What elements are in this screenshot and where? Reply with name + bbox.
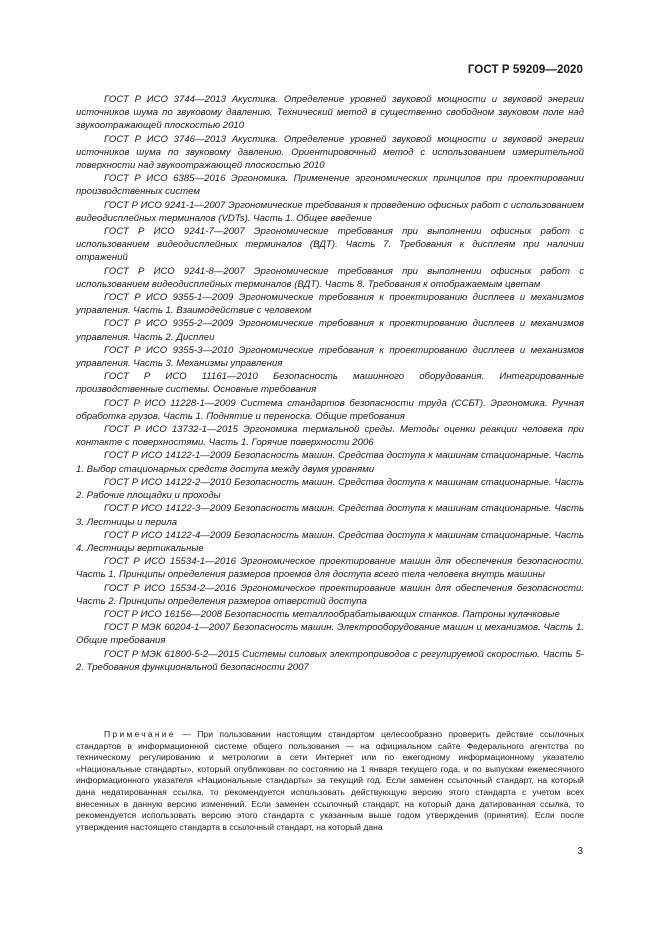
reference-item: ГОСТ Р ИСО 15534-2—2016 Эргономическое проектирование машин для обеспечения безопасности. Часть 2. Принципы определения размеров отверстий доступа xyxy=(76,582,584,607)
note-paragraph xyxy=(76,729,584,833)
reference-item: ГОСТ Р ИСО 3746—2013 Акустика. Определение уровней звуковой мощности и звуковой энергии источников шума по звуковому давлению. Ориентировочный метод с использованием измерительной поверхности над звукоотражающей плоскостью 2010 xyxy=(76,133,584,172)
reference-item: ГОСТ Р ИСО 3744—2013 Акустика. Определение уровней звуковой мощности и звуковой энергии источников шума по звуковому давлению. Технический метод в существенно свободном звуковом поле над звукоотражающей плоскостью 2010 xyxy=(76,94,584,132)
reference-item: ГОСТ Р МЭК 61800-5-2—2015 Системы силовых электроприводов с регулируемой скоростью. Часть 5-2. Требования функциональной безопасности 2007 xyxy=(76,648,584,673)
reference-item: ГОСТ Р ИСО 9355-3—2010 Эргономические требования к проектированию дисплеев и механизмов управления. Часть 3. Механизмы управления xyxy=(76,344,584,370)
reference-item: ГОСТ Р МЭК 60204-1—2007 Безопасность машин. Электрооборудование машин и механизмов. Часть 1. Общие требования xyxy=(76,622,584,647)
reference-item: ГОСТ Р ИСО 11161—2010 Безопасность машинного оборудования. Интегрированные производственные системы. Основные требования xyxy=(76,371,584,396)
page-number: 3 xyxy=(577,846,583,857)
reference-item: ГОСТ Р ИСО 15534-1—2016 Эргономическое проектирование машин для обеспечения безопасности. Часть 1. Принципы определения размеров проемов для доступа всего тела человека внутрь машины xyxy=(76,556,584,581)
note-label: Примечание xyxy=(104,729,176,739)
reference-item: ГОСТ Р ИСО 13732-1—2015 Эргономика термальной среды. Методы оценки реакции человека при контакте с поверхностями. Часть 1. Горячие поверхности 2006 xyxy=(76,424,584,449)
reference-item: ГОСТ Р ИСО 9241-7—2007 Эргономические требования при выполнении офисных работ с использованием видеодисплейных терминалов (ВДТ). Часть 7. Требования к дисплеям при наличии отражений xyxy=(76,226,584,264)
reference-item: ГОСТ Р ИСО 9241-1—2007 Эргономические требования к проведению офисных работ с использованием видеодисплейных терминалов (VDTs). Часть 1. Общее введение xyxy=(76,199,584,224)
reference-item: ГОСТ Р ИСО 6385—2016 Эргономика. Применение эргономических принципов при проектировании производственных систем xyxy=(76,173,584,198)
note-text: — При пользовании настоящим стандартом целесообразно проверить действие ссылочных стандартов в информационной системе общего пользования — на официальном сайте Федерального агентства по техническому регулированию и метрологии в сети Интернет или по ежегодному информационному указателю «Национальные стандарты», который опубликован по состоянию на 1 января текущего года, и по выпускам ежемесячного информационного указателя «Национальные стандарты» за текущий год. Если заменен ссылочный стандарт, на который дана недатированная ссылка, то рекомендуется использовать действующую версию этого стандарта с учетом всех внесенных в данную версию изменений. Если заменен ссылочный стандарт, на который дана датированная ссылка, то рекомендуется использовать версию этого стандарта с указанным выше годом утверждения (принятия). Если после утверждения настоящего стандарта в ссылочный стандарт, на который дана xyxy=(76,729,584,832)
reference-item: ГОСТ Р ИСО 11228-1—2009 Система стандартов безопасности труда (ССБТ). Эргономика. Ручная обработка грузов. Часть 1. Поднятие и переноска. Общие требования xyxy=(76,397,584,422)
reference-item: ГОСТ Р ИСО 14122-3—2009 Безопасность машин. Средства доступа к машинам стационарные. Часть 3. Лестницы и перила xyxy=(76,503,584,528)
reference-item: ГОСТ Р ИСО 14122-4—2009 Безопасность машин. Средства доступа к машинам стационарные. Часть 4. Лестницы вертикальные xyxy=(76,529,584,554)
reference-item: ГОСТ Р ИСО 9241-8—2007 Эргономические требования при выполнении офисных работ с использованием видеодисплейных терминалов (ВДТ). Часть 8. Требования к отображаемым цветам xyxy=(76,265,584,290)
reference-item: ГОСТ Р ИСО 16156—2008 Безопасность металлообрабатывающих станков. Патроны кулачковые xyxy=(104,608,560,620)
standard-code-header: ГОСТ Р 59209—2020 xyxy=(467,64,583,76)
reference-item: ГОСТ Р ИСО 9355-2—2009 Эргономические требования к проектированию дисплеев и механизмов управления. Часть 2. Дисплеи xyxy=(76,318,584,343)
reference-item: ГОСТ Р ИСО 14122-1—2009 Безопасность машин. Средства доступа к машинам стационарные. Часть 1. Выбор стационарных средств доступа между двумя уровнями xyxy=(76,450,584,475)
reference-item: ГОСТ Р ИСО 9355-1—2009 Эргономические требования к проектированию дисплеев и механизмов управления. Часть 1. Взаимодействие с человеком xyxy=(76,292,584,317)
normative-references-list xyxy=(76,93,584,674)
reference-item: ГОСТ Р ИСО 14122-2—2010 Безопасность машин. Средства доступа к машинам стационарные. Часть 2. Рабочие площадки и проходы xyxy=(76,476,584,502)
